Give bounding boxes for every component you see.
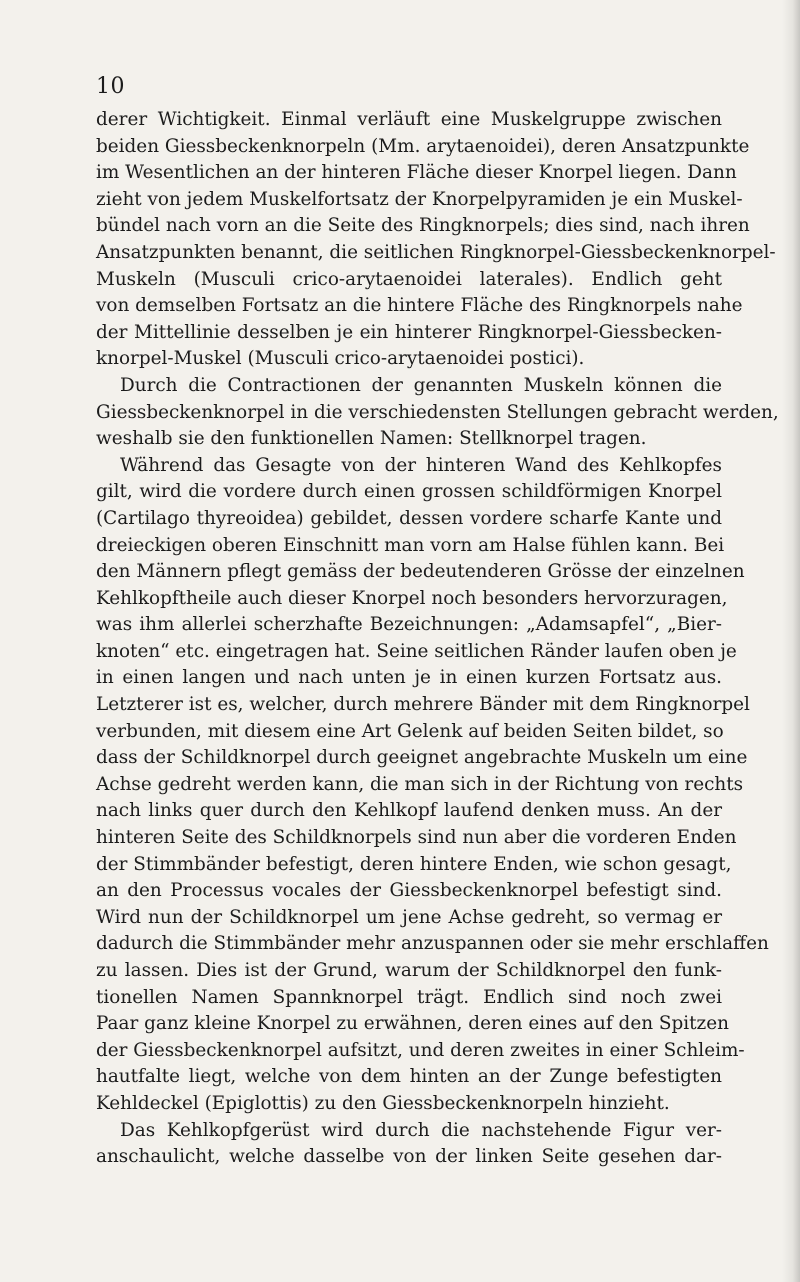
text-line: was ihm allerlei scherzhafte Bezeichnungen: „Adamsapfel“, „Bier-: [96, 614, 722, 636]
text-line: beiden Giessbeckenknorpeln (Mm. arytaenoidei), deren Ansatzpunkte: [96, 135, 750, 157]
text-line: dadurch die Stimmbänder mehr anzuspannen oder sie mehr erschlaffen: [96, 933, 769, 955]
text-line: den Männern pflegt gemäss der bedeutenderen Grösse der einzelnen: [96, 561, 745, 583]
text-line: zu lassen. Dies ist der Grund, warum der Schildknorpel den funk-: [96, 960, 722, 981]
text-line: knoten“ etc. eingetragen hat. Seine seitlichen Ränder laufen oben je: [96, 640, 737, 662]
text-line: dreieckigen oberen Einschnitt man vorn am Halse fühlen kann. Bei: [96, 534, 725, 556]
text-line: in einen langen und nach unten je in einen kurzen Fortsatz aus.: [96, 667, 722, 689]
text-line: der Giessbeckenknorpel aufsitzt, und deren zweites in einer Schleim-: [96, 1039, 745, 1061]
page-number: 10: [96, 74, 125, 99]
text-line: Letzterer ist es, welcher, durch mehrere Bänder mit dem Ringknorpel: [96, 694, 750, 716]
text-line: Giessbeckenknorpel in die verschiedensten Stellungen gebracht werden,: [96, 401, 779, 423]
text-line: der Mittellinie desselben je ein hinterer Ringknorpel-Giessbecken-: [96, 321, 722, 343]
text-line: hinteren Seite des Schildknorpels sind nun aber die vorderen Enden: [96, 827, 737, 849]
text-line: an den Processus vocales der Giessbeckenknorpel befestigt sind.: [96, 880, 722, 902]
body-text: [96, 107, 779, 1171]
text-line: von demselben Fortsatz an die hintere Fläche des Ringknorpels nahe: [96, 295, 743, 317]
text-line: Paar ganz kleine Knorpel zu erwähnen, deren eines auf den Spitzen: [96, 1013, 729, 1035]
text-line: verbunden, mit diesem eine Art Gelenk auf beiden Seiten bildet, so: [96, 720, 724, 742]
text-line: knorpel-Muskel (Musculi crico-arytaenoidei postici).: [96, 348, 585, 370]
text-line: der Stimmbänder befestigt, deren hintere Enden, wie schon gesagt,: [96, 853, 732, 875]
text-line: Achse gedreht werden kann, die man sich in der Richtung von rechts: [96, 773, 744, 795]
text-line: Wird nun der Schildknorpel um jene Achse gedreht, so vermag er: [96, 906, 722, 928]
text-line: bündel nach vorn an die Seite des Ringknorpels; dies sind, nach ihren: [96, 215, 750, 237]
text-line: hautfalte liegt, welche von dem hinten an der Zunge befestigten: [96, 1066, 722, 1088]
text-line: Kehldeckel (Epiglottis) zu den Giessbeckenknorpeln hinzieht.: [96, 1092, 670, 1114]
text-line: tionellen Namen Spannknorpel trägt. Endlich sind noch zwei: [96, 986, 722, 1008]
text-line: Kehlkopftheile auch dieser Knorpel noch besonders hervorzuragen,: [96, 587, 728, 609]
text-line: im Wesentlichen an der hinteren Fläche dieser Knorpel liegen. Dann: [96, 162, 737, 184]
text-line: Durch die Contractionen der genannten Muskeln können die: [120, 374, 722, 396]
text-line: nach links quer durch den Kehlkopf laufend denken muss. An der: [96, 800, 722, 822]
text-line: gilt, wird die vordere durch einen grossen schildförmigen Knorpel: [96, 481, 722, 503]
text-line: dass der Schildknorpel durch geeignet angebrachte Muskeln um eine: [96, 747, 748, 769]
page-edge-shadow: [782, 0, 800, 1282]
text-line: zieht von jedem Muskelfortsatz der Knorpelpyramiden je ein Muskel-: [96, 188, 743, 210]
text-line: weshalb sie den funktionellen Namen: Stellknorpel tragen.: [96, 428, 647, 450]
text-line: Ansatzpunkten benannt, die seitlichen Ringknorpel-Giessbeckenknorpel-: [96, 241, 776, 263]
text-line: (Cartilago thyreoidea) gebildet, dessen vordere scharfe Kante und: [96, 507, 722, 529]
text-line: anschaulicht, welche dasselbe von der linken Seite gesehen dar-: [96, 1146, 722, 1168]
text-line: Das Kehlkopfgerüst wird durch die nachstehende Figur ver-: [120, 1119, 722, 1141]
text-line: Während das Gesagte von der hinteren Wand des Kehlkopfes: [120, 454, 722, 476]
text-line: derer Wichtigkeit. Einmal verläuft eine Muskelgruppe zwischen: [96, 109, 722, 130]
text-line: Muskeln (Musculi crico-arytaenoidei laterales). Endlich geht: [96, 268, 722, 290]
